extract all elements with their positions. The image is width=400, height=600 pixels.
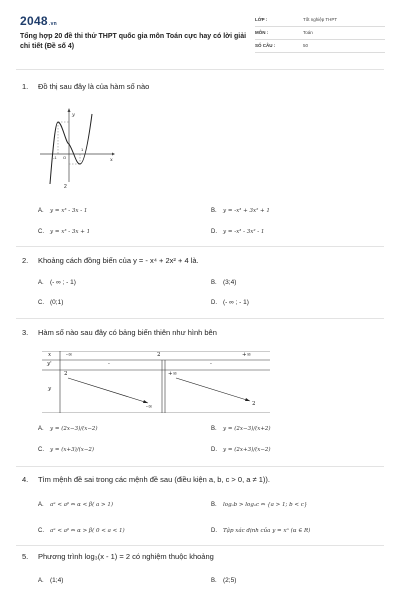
- table-lines: [42, 351, 270, 413]
- option-text: (1;4): [50, 577, 64, 584]
- meta-row-count: [255, 40, 385, 53]
- question-number: 4.: [22, 475, 29, 484]
- meta-value: 50: [303, 43, 309, 48]
- option-c[interactable]: [38, 228, 90, 235]
- yprime-left-sign: -: [108, 361, 110, 367]
- row-yprime-label: y': [47, 361, 52, 367]
- option-text: (- ∞ ; - 1): [50, 279, 76, 286]
- option-text: y = (2x−3)/(x+2): [223, 426, 271, 432]
- row-y-label: y: [48, 386, 52, 392]
- logo-text: 2048: [20, 14, 48, 28]
- option-label: A.: [38, 426, 44, 432]
- option-label: B.: [211, 502, 217, 508]
- meta-value: Tốt nghiệp THPT: [303, 17, 338, 22]
- option-label: A.: [38, 280, 44, 286]
- question-number: 1.: [22, 82, 29, 91]
- question-text: Phương trình log₃(x - 1) = 2 có nghiệm thuộc khoảng: [38, 552, 214, 561]
- header: [20, 12, 385, 58]
- x-axis-label: x: [110, 157, 113, 163]
- logo-suffix: .vn: [48, 21, 58, 27]
- option-d[interactable]: [211, 228, 264, 235]
- divider: [16, 69, 384, 70]
- question-text: Đồ thị sau đây là của hàm số nào: [38, 82, 150, 91]
- x-left-value: -∞: [66, 352, 73, 358]
- row-x-label: x: [48, 352, 52, 358]
- option-text: y = (x+3)/(x−2): [50, 447, 95, 453]
- option-label: B.: [211, 426, 217, 432]
- question-5: [22, 552, 214, 561]
- y-bottom-mid: -∞: [146, 404, 153, 410]
- option-c[interactable]: [38, 446, 94, 453]
- option-d[interactable]: [211, 446, 271, 453]
- question-number: 2.: [22, 256, 29, 265]
- option-text: aᵅ < aᵝ ⇔ α < β( a > 1): [50, 502, 114, 508]
- option-a[interactable]: [38, 577, 63, 584]
- decrease-arrow: [176, 378, 250, 401]
- document-title: Tổng hợp 20 đề thi thử THPT quốc gia môn Toán cực hay có lời giải chi tiết (Đề số 4): [20, 33, 247, 50]
- option-label: B.: [211, 208, 217, 214]
- question-3: [22, 328, 217, 337]
- option-text: y = x³ - 3x - 1: [50, 208, 88, 214]
- option-b[interactable]: [211, 279, 236, 286]
- question-2: [22, 256, 199, 265]
- question-number: 3.: [22, 328, 29, 337]
- option-text: y = -x³ + 3x² + 1: [223, 208, 270, 214]
- y-arrow: [68, 108, 71, 112]
- option-text: (2;5): [223, 577, 237, 584]
- option-label: C.: [38, 528, 44, 534]
- option-label: D.: [211, 300, 217, 306]
- divider: [16, 246, 384, 247]
- option-b[interactable]: [211, 425, 271, 432]
- meta-key: MÔN :: [255, 30, 269, 35]
- meta-value: Toán: [303, 30, 313, 35]
- option-text: logₐb > logₐc ⇔ {a > 1; b < c}: [223, 502, 308, 508]
- graph-caption: 2: [64, 184, 67, 190]
- yprime-right-sign: -: [210, 361, 212, 367]
- option-a[interactable]: [38, 501, 113, 508]
- x-arrow: [112, 153, 115, 156]
- option-a[interactable]: [38, 425, 98, 432]
- question-text: Hàm số nào sau đây có bảng biến thiên như hình bên: [38, 328, 217, 337]
- option-text: y = x³ - 3x + 1: [50, 229, 91, 235]
- option-b[interactable]: [211, 577, 236, 584]
- option-label: D.: [211, 528, 217, 534]
- option-d[interactable]: [211, 527, 310, 534]
- y-top-left: 2: [64, 371, 68, 377]
- option-text: (- ∞ ; - 1): [223, 299, 249, 306]
- cubic-curve: [50, 114, 92, 184]
- option-label: D.: [211, 229, 217, 235]
- option-label: C.: [38, 447, 44, 453]
- option-label: C.: [38, 300, 44, 306]
- option-text: (3;4): [223, 279, 237, 286]
- option-text: y = (2x+3)/(x−2): [223, 447, 271, 453]
- site-logo[interactable]: [20, 14, 57, 28]
- option-b[interactable]: [211, 207, 270, 214]
- tick-label: -1: [53, 155, 57, 160]
- option-a[interactable]: [38, 207, 87, 214]
- y-top-mid: +∞: [168, 371, 178, 377]
- tick-label: 1: [81, 147, 84, 152]
- option-label: A.: [38, 208, 44, 214]
- option-d[interactable]: [211, 299, 249, 306]
- y-axis-label: y: [72, 112, 75, 118]
- option-b[interactable]: [211, 501, 307, 508]
- meta-row-subject: [255, 27, 385, 40]
- divider: [16, 318, 384, 319]
- meta-row-class: [255, 14, 385, 27]
- option-label: B.: [211, 578, 217, 584]
- meta-key: LỚP :: [255, 17, 268, 22]
- option-label: B.: [211, 280, 217, 286]
- option-text: Tập xác định của y = xᵅ (α ∈ R): [223, 528, 311, 534]
- option-c[interactable]: [38, 299, 63, 306]
- x-right-value: +∞: [242, 352, 252, 358]
- question-4: [22, 475, 270, 484]
- option-text: y = (2x−3)/(x−2): [50, 426, 98, 432]
- option-a[interactable]: [38, 279, 76, 286]
- y-bottom-right: 2: [252, 401, 256, 407]
- question-text: Tìm mệnh đề sai trong các mệnh đề sau (điều kiện a, b, c > 0, a ≠ 1)).: [38, 475, 270, 484]
- question-1: [22, 82, 149, 91]
- option-c[interactable]: [38, 527, 125, 534]
- meta-key: SỐ CÂU :: [255, 43, 276, 48]
- option-text: y = -x³ - 3x² - 1: [223, 229, 265, 235]
- question-number: 5.: [22, 552, 29, 561]
- option-label: A.: [38, 502, 44, 508]
- arrow-head: [143, 400, 148, 403]
- meta-panel: [255, 14, 385, 53]
- option-label: C.: [38, 229, 44, 235]
- arrow-head: [245, 398, 250, 401]
- question-text: Khoảng cách đồng biến của y = - x⁴ + 2x² + 4 là.: [38, 256, 199, 265]
- variation-table: [42, 351, 270, 413]
- divider: [16, 466, 384, 467]
- x-mid-value: 2: [157, 352, 161, 358]
- origin-label: O: [63, 155, 67, 160]
- divider: [16, 545, 384, 546]
- option-label: A.: [38, 578, 44, 584]
- option-text: (0;1): [50, 299, 64, 306]
- function-graph: [36, 104, 116, 190]
- option-text: aᵅ < aᵝ ⇔ α > β( 0 < a < 1): [50, 528, 125, 534]
- decrease-arrow: [68, 378, 148, 403]
- option-label: D.: [211, 447, 217, 453]
